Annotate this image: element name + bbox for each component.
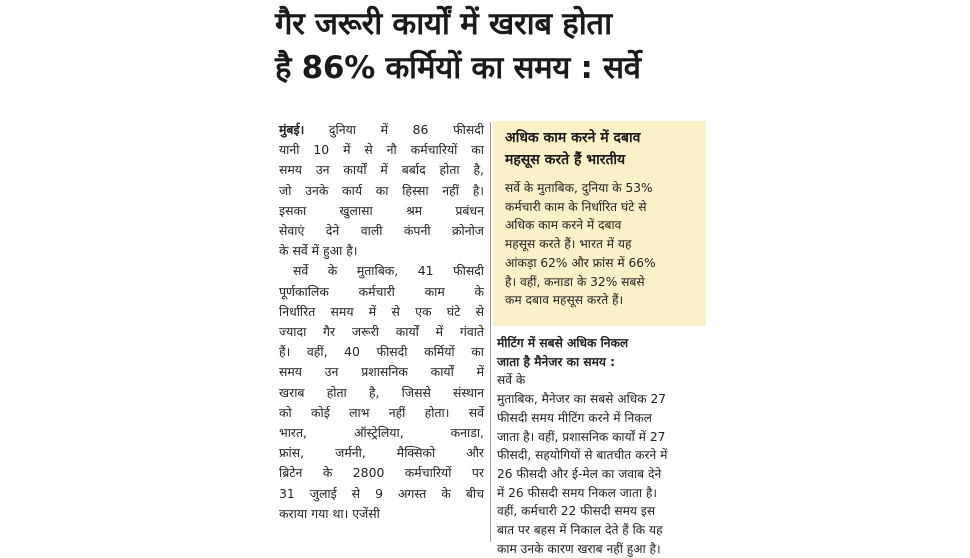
headline-line-1: गैर जरूरी कार्यों में खराब होता [275, 6, 612, 42]
headline-line-2: है 86% कर्मियों का समय : सर्वे [275, 50, 641, 86]
sidebar-box [493, 121, 706, 326]
article-line: मुंबई। दुनिया में 86 फीसदी [279, 122, 484, 137]
article-line: खराब होता है, जिससे संस्थान [279, 384, 484, 400]
dateline: मुंबई। [279, 122, 305, 137]
box-line: कम दबाव महसूस करते हैं। [505, 293, 624, 308]
meeting-line: फीसदी समय मीटिंग करने में निकल [497, 410, 652, 425]
article-line: पूर्णकालिक कर्मचारी काम के [279, 283, 484, 299]
meeting-line: जाता है। वहीं, प्रशासनिक कार्यों में 27 [497, 429, 666, 444]
article-line: ब्रिटेन के 2800 कर्मचारियों पर [279, 465, 484, 481]
meeting-line: 26 फीसदी और ई-मेल का जवाब देने [497, 466, 662, 481]
box-line: कर्मचारी काम के निर्धारित घंटे से [505, 199, 647, 214]
column-divider [490, 122, 491, 542]
article-line: जो उनके कार्य का हिस्सा नहीं है। [279, 182, 484, 198]
meeting-line: मुताबिक, मैनेजर का सबसे अधिक 27 [497, 392, 666, 407]
newspaper-clipping [275, 0, 708, 556]
box-line: है। वहीं, कनाडा के 32% सबसे [505, 274, 645, 289]
article-line: फ्रांस, जर्मनी, मैक्सिको और [279, 445, 484, 461]
meeting-line: में 26 फीसदी समय निकल जाता है। [497, 485, 657, 500]
article-line: इसका खुलासा श्रम प्रबंधन [279, 202, 484, 218]
box-line: महसूस करते हैं। भारत में यह [505, 237, 632, 252]
box-line: आंकड़ा 62% और फ्रांस में 66% [505, 255, 656, 270]
sidebar-box-title: अधिक काम करने में दबाव महसूस करते हैं भारतीय [505, 130, 641, 168]
article-line: के सर्वे में हुआ है। [279, 243, 358, 259]
meeting-line: बात पर बहस में निकाल देते हैं कि यह [497, 523, 663, 538]
article-line: कराया गया था। एजेंसी [279, 505, 380, 521]
meeting-subhead-line-2: जाता है मैनेजर का समय : सर्वे के [497, 354, 616, 388]
sidebar-box-body [505, 179, 700, 310]
box-line: अधिक काम करने में दबाव [505, 218, 622, 233]
article-line: सेवाएं देने वाली कंपनी क्रोनोज [279, 223, 484, 239]
article-line: सर्वे के मुताबिक, 41 फीसदी [293, 263, 484, 279]
article-line: भारत, ऑस्ट्रेलिया, कनाडा, [279, 425, 484, 441]
headline [275, 2, 708, 90]
article-line: को कोई लाभ नहीं होता। सर्वे [279, 404, 484, 420]
meeting-line: वहीं, कर्मचारी 22 फीसदी समय इस [497, 504, 656, 519]
article-line: निर्धारित समय में से एक घंटे से [279, 303, 484, 319]
meeting-line: फीसदी, सहयोगियों से बातचीत करने में [497, 448, 668, 463]
article-line: समय उन कार्यों में बर्बाद होता है, [279, 162, 484, 178]
box-line: सर्वे के मुताबिक, दुनिया के 53% [505, 181, 653, 195]
article-line: हैं। वहीं, 40 फीसदी कर्मियों का [279, 344, 484, 360]
meeting-line: काम उनके कारण खराब नहीं हुआ है। [497, 541, 661, 556]
article-paragraph-2 [279, 261, 484, 524]
main-article [279, 120, 484, 524]
article-line: समय उन प्रशासनिक कार्यों में [279, 364, 484, 380]
meeting-section [497, 334, 705, 558]
article-line: 31 जुलाई से 9 अगस्त के बीच [279, 485, 484, 501]
article-line: यानी 10 में से नौ कर्मचारियों का [279, 142, 484, 158]
meeting-subhead-line-1: मीटिंग में सबसे अधिक निकल [497, 336, 629, 350]
article-paragraph-1 [279, 120, 484, 261]
article-line: ज्यादा गैर जरूरी कार्यों में गंवाते [279, 324, 484, 340]
